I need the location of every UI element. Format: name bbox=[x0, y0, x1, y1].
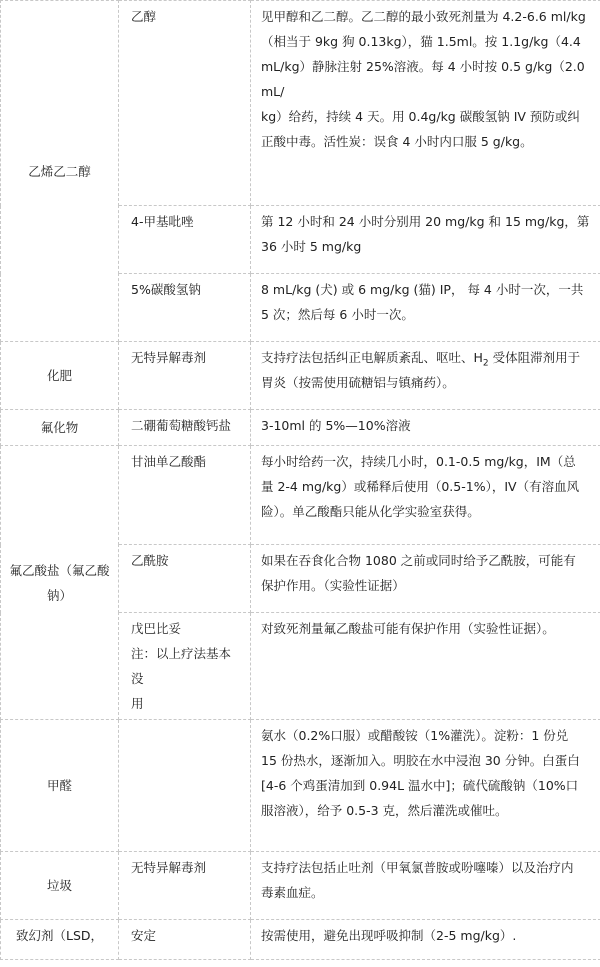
table-row bbox=[1, 342, 600, 410]
agent-cell: 致幻剂（LSD， bbox=[1, 920, 119, 960]
dosage-cell: 对致死剂量氟乙酸盐可能有保护作用（实验性证据）。 bbox=[251, 613, 600, 720]
table-row bbox=[1, 1, 600, 206]
treatment-cell: 乙酰胺 bbox=[119, 545, 251, 613]
table-row bbox=[1, 446, 600, 545]
treatment-cell: 4-甲基吡唑 bbox=[119, 206, 251, 274]
dosage-cell: 见甲醇和乙二醇。乙二醇的最小致死剂量为 4.2-6.6 ml/kg （相当于 9kg 狗 0.13kg），猫 1.5ml。按 1.1g/kg（4.4 mL/kg）静脉注射 25%溶液。每 4 小时按 0.5 g/kg（2.0 mL/ kg）给药，持续 4 天。用 0.4g/kg 碳酸氢钠 IV 预防或纠 正酸中毒。活性炭：误食 4 小时内口服 5 g/kg。 bbox=[251, 1, 600, 206]
treatment-cell: 二硼葡萄糖酸钙盐 bbox=[119, 410, 251, 446]
dosage-cell: 如果在吞食化合物 1080 之前或同时给予乙酰胺，可能有 保护作用。（实验性证据） bbox=[251, 545, 600, 613]
treatment-cell: 无特异解毒剂 bbox=[119, 852, 251, 920]
treatment-cell: 5%碳酸氢钠 bbox=[119, 274, 251, 342]
dosage-cell: 第 12 小时和 24 小时分别用 20 mg/kg 和 15 mg/kg，第 36 小时 5 mg/kg bbox=[251, 206, 600, 274]
agent-cell: 甲醛 bbox=[1, 720, 119, 852]
dosage-cell: 3-10ml 的 5%—10%溶液 bbox=[251, 410, 600, 446]
treatment-cell: 甘油单乙酸酯 bbox=[119, 446, 251, 545]
treatment-cell: 戊巴比妥 注：以上疗法基本没 用 bbox=[119, 613, 251, 720]
treatment-cell: 无特异解毒剂 bbox=[119, 342, 251, 410]
agent-cell: 化肥 bbox=[1, 342, 119, 410]
agent-cell: 氟乙酸盐（氟乙酸 钠） bbox=[1, 446, 119, 720]
dosage-cell: 支持疗法包括纠正电解质紊乱、呕吐、$H_2$ 受体阻滞剂用于 胃炎（按需使用硫糖铝与镇痛药）。 bbox=[251, 342, 600, 410]
table-row bbox=[1, 852, 600, 920]
treatment-cell: 乙醇 bbox=[119, 1, 251, 206]
treatment-cell bbox=[119, 720, 251, 852]
agent-cell: 乙烯乙二醇 bbox=[1, 1, 119, 342]
dosage-cell: 支持疗法包括止吐剂（甲氧氯普胺或吩噻嗪）以及治疗内 毒素血症。 bbox=[251, 852, 600, 920]
dosage-cell: 按需使用，避免出现呼吸抑制（2-5 mg/kg）. bbox=[251, 920, 600, 960]
table-row bbox=[1, 920, 600, 960]
dosage-cell: 8 mL/kg (犬) 或 6 mg/kg (猫) IP， 每 4 小时一次，一共 5 次；然后每 6 小时一次。 bbox=[251, 274, 600, 342]
dosage-cell: 每小时给药一次，持续几小时，0.1-0.5 mg/kg，IM（总 量 2-4 mg/kg）或稀释后使用（0.5-1%），IV（有溶血风 险）。单乙酸酯只能从化学实验室获得。 bbox=[251, 446, 600, 545]
table-row bbox=[1, 720, 600, 852]
table-row bbox=[1, 410, 600, 446]
agent-cell: 垃圾 bbox=[1, 852, 119, 920]
treatment-cell: 安定 bbox=[119, 920, 251, 960]
agent-cell: 氟化物 bbox=[1, 410, 119, 446]
dosage-cell: 氨水（0.2%口服）或醋酸铵（1%灌洗）。淀粉：1 份兑 15 份热水，逐渐加入。明胶在水中浸泡 30 分钟。白蛋白 [4-6 个鸡蛋清加到 0.94L 温水中]；硫代硫酸钠（10%口 服溶液），给予 0.5-3 克，然后灌洗或催吐。 bbox=[251, 720, 600, 852]
